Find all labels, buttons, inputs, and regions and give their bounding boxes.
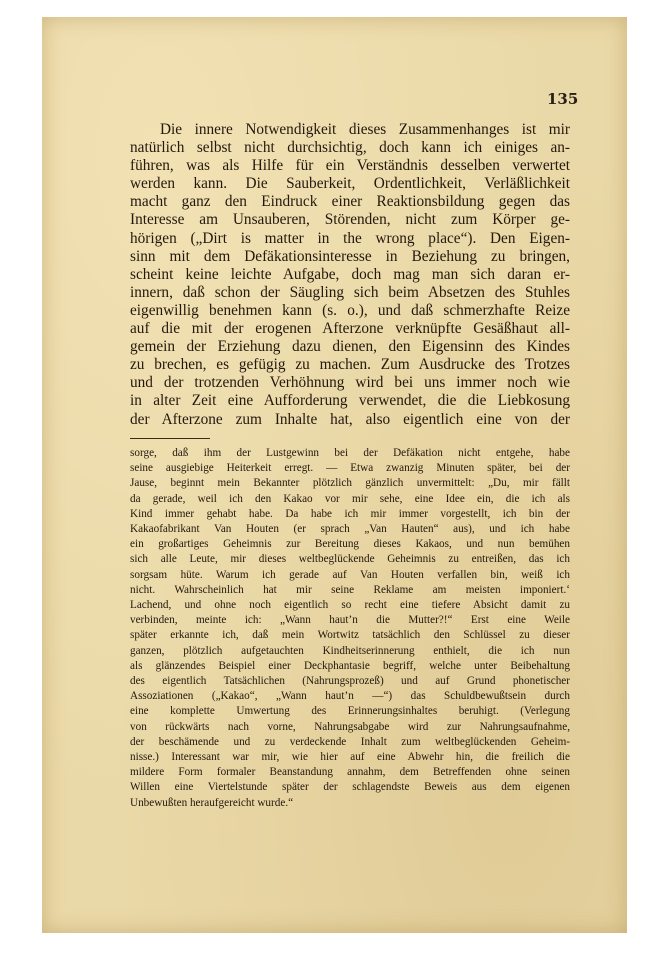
main-text-line: zu brechen, es gefügig zu machen. Zum Ausdrucke des Trotzes [130, 356, 570, 374]
footnote-line: des eigentlich Tatsächlichen (Nahrungsprozeß) und auf Grund phonetischer [130, 675, 570, 688]
main-text-line: natürlich selbst nicht durchsichtig, doch kann ich einiges an- [130, 139, 570, 157]
footnote-line: da gerade, weil ich den Kakao vor mir sehe, eine Idee ein, die ich als [130, 492, 570, 505]
footnote-line: Kakaofabrikant Van Houten (er sprach „Van Hauten“ aus), und ich habe [130, 523, 570, 536]
footnote-line: sorgsam hüte. Warum ich gerade auf Van Houten verfallen bin, weiß ich [130, 568, 570, 581]
main-text-line: hörigen („Dirt is matter in the wrong place“). Den Eigen- [130, 229, 570, 247]
main-text-line: werden kann. Die Sauberkeit, Ordentlichkeit, Verläßlichkeit [130, 175, 570, 193]
page-number: 135 [547, 90, 579, 108]
main-text-line: eigenwillig benehmen kann (s. o.), und daß schmerzhafte Reize [130, 301, 570, 319]
footnote-line: mildere Form formaler Beanstandung annahm, dem Betreffenden ohne seinen [130, 766, 570, 779]
main-text-line: Interesse am Unsauberen, Störenden, nicht zum Körper ge- [130, 211, 570, 229]
main-text [130, 121, 570, 429]
footnote-line: seine ausgiebige Heiterkeit erregt. — Etwa zwanzig Minuten später, bei der [130, 462, 570, 475]
book-page [42, 17, 627, 933]
main-text-line: macht ganz den Eindruck einer Reaktionsbildung gegen das [130, 193, 570, 211]
footnote-line: als glänzendes Beispiel einer Deckphantasie begriff, welche unter Beibehaltung [130, 659, 570, 672]
main-text-line: auf die mit der erogenen Afterzone verknüpfte Gesäßhaut all- [130, 320, 570, 338]
footnote-line: ganzen, plötzlich aufgetauchten Kindheitserinnerung enthielt, die ich nun [130, 644, 570, 657]
footnote-line: Assoziationen („Kakao“, „Wann haut’n —“) das Schuldbewußtsein durch [130, 690, 570, 703]
footnote-text [130, 446, 570, 811]
footnote-line: Willen eine Viertelstunde später der schlagendste Beweis aus dem eigenen [130, 781, 570, 794]
footnote-line: der beschämende und zu verdeckende Inhalt zum weltbeglückenden Geheim- [130, 735, 570, 748]
main-text-line: sinn mit dem Defäkationsinteresse in Beziehung zu bringen, [130, 247, 570, 265]
footnote-line: nisse.) Interessant war mir, wie hier auf eine Abwehr hin, die freilich die [130, 751, 570, 764]
footnote-line: Kind immer gehabt habe. Da habe ich mir immer vorgestellt, ich bin der [130, 507, 570, 520]
main-text-line: Die innere Notwendigkeit dieses Zusammenhanges ist mir [160, 121, 570, 138]
footnote-line: Lachend, und ohne noch eigentlich so recht eine tiefere Absicht damit zu [130, 599, 570, 612]
footnote-line: nicht. Wahrscheinlich hat mir seine Reklame am meisten imponiert.‘ [130, 583, 570, 596]
footnote-line: Unbewußten heraufgereicht wurde.“ [130, 796, 294, 809]
footnote-line: verbinden, meinte ich: „Wann haut’n die Mutter?!“ Erst eine Weile [130, 614, 570, 627]
main-text-line: und der trotzenden Verhöhnung wird bei uns immer noch wie [130, 374, 570, 392]
main-text-line: scheint keine leichte Aufgabe, doch mag man sich daran er- [130, 265, 570, 283]
main-text-line: führen, was als Hilfe für ein Verständnis desselben verwertet [130, 157, 570, 175]
main-text-line: in alter Zeit eine Aufforderung verwendet, die die Liebkosung [130, 392, 570, 410]
footnote-line: von rückwärts nach vorne, Nahrungsabgabe wird zur Nahrungsaufnahme, [130, 720, 570, 733]
main-text-line: der Afterzone zum Inhalte hat, also eigentlich eine von der [130, 410, 570, 428]
footnote-line: eine komplette Umwertung des Erinnerungsinhaltes beruhigt. (Verlegung [130, 705, 570, 718]
footnote-line: Jause, beginnt mein Bekannter plötzlich gänzlich unvermittelt: „Du, mir fällt [130, 477, 570, 490]
main-text-line: gemein der Erziehung dazu dienen, den Eigensinn des Kindes [130, 338, 570, 356]
footnote-line: ein großartiges Geheimnis zur Bereitung dieses Kakaos, und nun bemühen [130, 538, 570, 551]
main-text-line: innern, daß schon der Säugling sich beim Absetzen des Stuhles [130, 283, 570, 301]
footnote-line: später erkannte ich, daß mein Wortwitz tatsächlich den Schlüssel zu dieser [130, 629, 570, 642]
footnote-line: sich alle Leute, mir dieses weltbeglückende Geheimnis zu entreißen, das ich [130, 553, 570, 566]
footnote-divider [130, 438, 210, 439]
footnote-line: sorge, daß ihm der Lustgewinn bei der Defäkation nicht entgehe, habe [130, 447, 570, 459]
